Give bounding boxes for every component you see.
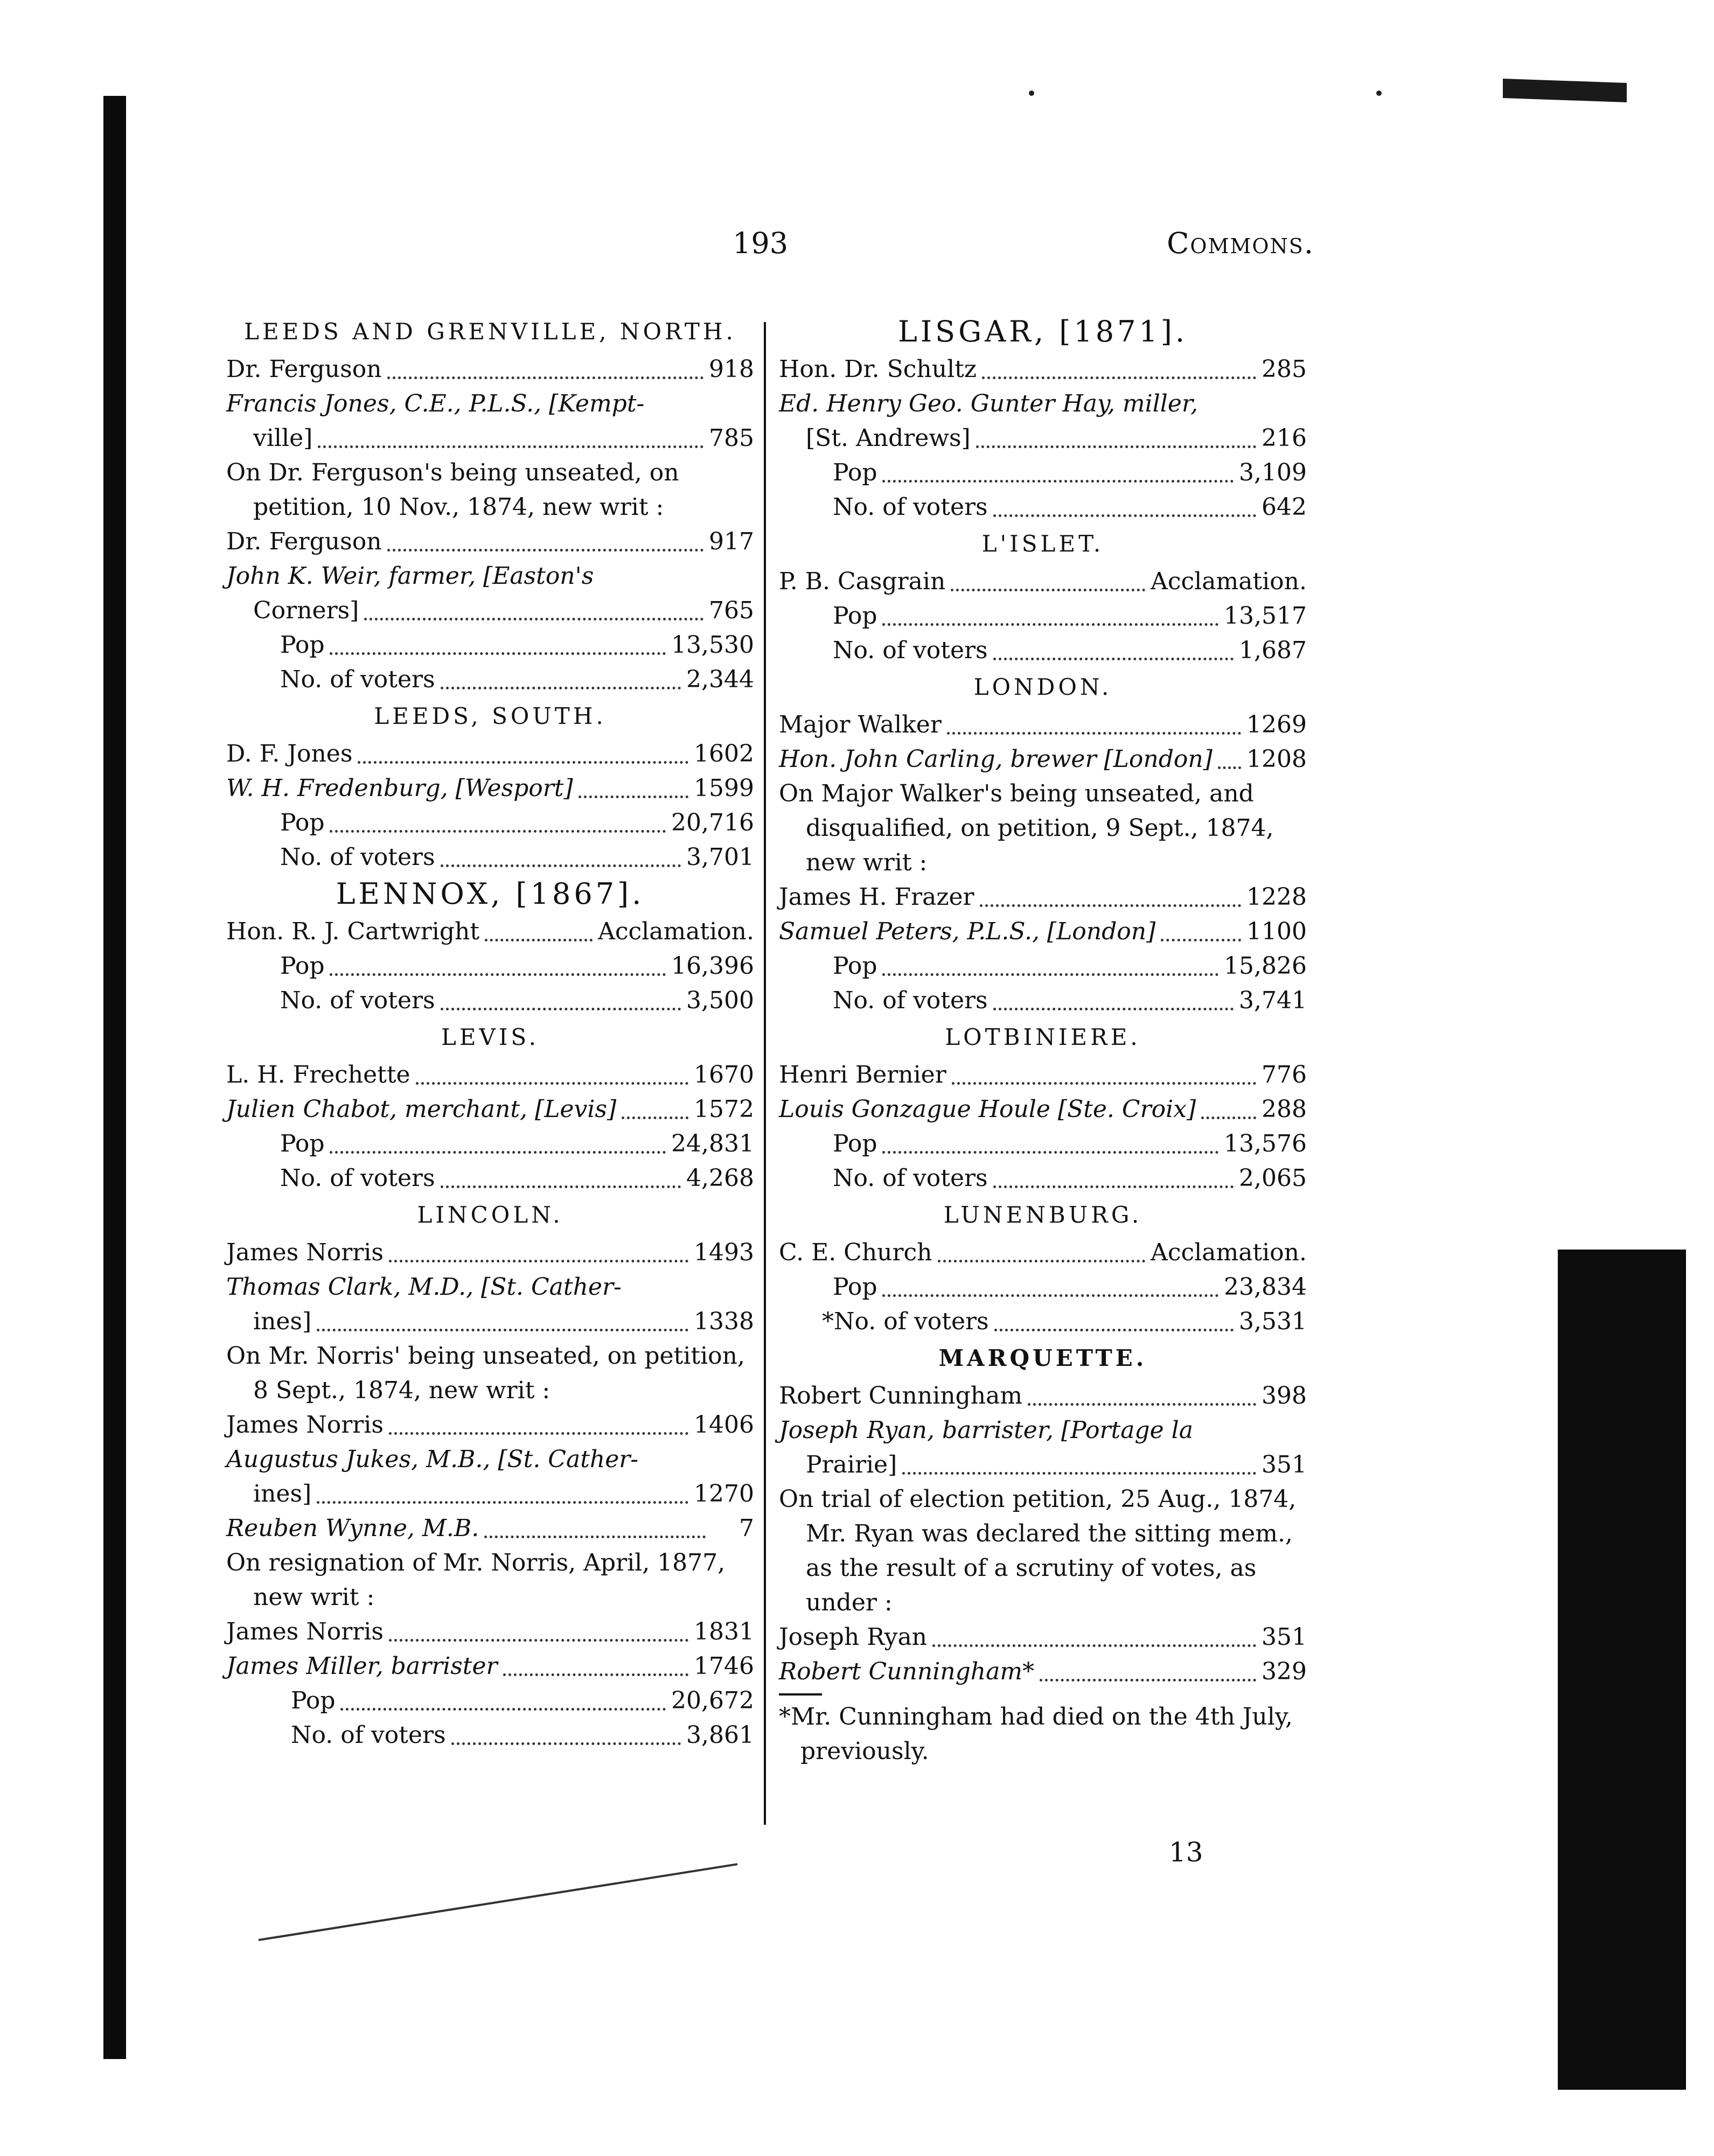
candidate-name: Julien Chabot, merchant, [Levis] (226, 1096, 617, 1123)
population-row (226, 806, 754, 840)
candidate-name: Hon. R. J. Cartwright (226, 918, 480, 945)
candidate-entry (226, 1270, 754, 1339)
population-value: 13,576 (1224, 1130, 1307, 1157)
voters-label: No. of voters (280, 666, 435, 693)
candidate-entry (226, 1058, 754, 1092)
vote-count: 351 (1262, 1623, 1307, 1651)
voters-label: No. of voters (833, 987, 988, 1014)
vote-count: 7 (739, 1515, 754, 1542)
vote-count: 1338 (694, 1308, 754, 1335)
leader-dots (317, 1501, 688, 1504)
candidate-name: James H. Frazer (779, 883, 974, 911)
leader-dots (441, 687, 681, 689)
leader-dots (982, 376, 1256, 379)
leader-dots (994, 1329, 1234, 1331)
candidate-name: Joseph Ryan, barrister, [Portage la (779, 1417, 1193, 1444)
leader-dots (882, 480, 1234, 483)
vote-count: 765 (709, 597, 754, 624)
scan-speck (1376, 90, 1382, 96)
election-note: On Major Walker's being unseated, and disqualified, on petition, 9 Sept., 1874, new writ : (779, 780, 1274, 876)
voters-value: 642 (1262, 493, 1307, 521)
leader-dots (1161, 939, 1241, 941)
vote-count: 1602 (694, 740, 754, 767)
leader-dots (318, 445, 703, 448)
candidate-name: Thomas Clark, M.D., [St. Cather- (226, 1273, 622, 1301)
scan-edge-left (103, 96, 126, 2059)
candidate-entry (779, 1058, 1307, 1092)
leader-dots (993, 658, 1234, 660)
voters-row (779, 633, 1307, 668)
leader-dots (441, 1008, 681, 1010)
leader-dots (579, 796, 688, 798)
population-row (779, 1127, 1307, 1161)
candidate-entry (779, 708, 1307, 742)
population-value: 16,396 (671, 952, 754, 980)
voters-label: No. of voters (280, 1164, 435, 1192)
leader-dots (387, 376, 703, 379)
population-label: Pop (280, 1130, 325, 1157)
leader-dots (317, 1329, 688, 1331)
voters-row (779, 1161, 1307, 1196)
vote-count: 917 (709, 528, 754, 555)
vote-count: 216 (1262, 424, 1307, 452)
candidate-entry (226, 1092, 754, 1127)
candidate-name: Ed. Henry Geo. Gunter Hay, miller, (779, 390, 1199, 417)
section-title: LEVIS. (441, 1024, 540, 1050)
candidate-entry (779, 387, 1307, 456)
leader-dots (980, 904, 1241, 907)
candidate-entry (779, 915, 1307, 949)
candidate-name-cont: Corners] (253, 597, 359, 624)
voters-label: No. of voters (833, 637, 988, 664)
voters-label: No. of voters (833, 493, 988, 521)
footnote: *Mr. Cunningham had died on the 4th July, previously. (779, 1703, 1293, 1765)
constituency-section (226, 315, 754, 697)
candidate-name: James Norris (226, 1618, 384, 1645)
leader-dots (952, 1082, 1256, 1085)
leader-dots (330, 830, 666, 833)
candidate-entry (226, 559, 754, 628)
candidate-name: James Norris (226, 1411, 384, 1439)
population-value: 15,826 (1224, 952, 1307, 980)
constituency-section (779, 1020, 1307, 1196)
population-row (226, 1684, 754, 1718)
leader-dots (951, 589, 1145, 591)
population-label: Pop (280, 631, 325, 659)
leader-dots (441, 864, 681, 867)
leader-dots (976, 445, 1256, 448)
voters-label: No. of voters (291, 1721, 446, 1749)
candidate-entry (779, 1379, 1307, 1413)
voters-value: 4,268 (686, 1164, 754, 1192)
leader-dots (330, 1151, 666, 1154)
candidate-entry (226, 1511, 754, 1546)
candidate-entry (226, 1649, 754, 1684)
voters-row (226, 840, 754, 875)
column-rule (764, 322, 766, 1825)
section-title: LEEDS, SOUTH. (374, 703, 607, 729)
candidate-name: Henri Bernier (779, 1061, 946, 1089)
vote-count: Acclamation. (1151, 1239, 1307, 1266)
voters-row (779, 983, 1307, 1018)
candidate-name: Dr. Ferguson (226, 528, 382, 555)
candidate-name: W. H. Fredenburg, [Wesport] (226, 775, 573, 802)
voters-value: 3,500 (686, 987, 754, 1014)
section-title: LISGAR, [1871]. (897, 315, 1188, 348)
leader-dots (1028, 1403, 1256, 1406)
candidate-name: P. B. Casgrain (779, 568, 946, 595)
section-title: LONDON. (973, 674, 1112, 700)
leader-dots (387, 549, 703, 552)
voters-value: 3,741 (1239, 987, 1307, 1014)
voters-row (226, 1718, 754, 1753)
leader-dots (389, 1260, 688, 1262)
population-row (779, 456, 1307, 490)
population-label: Pop (833, 952, 877, 980)
leader-dots (902, 1472, 1256, 1475)
page-header (205, 226, 1314, 275)
population-value: 23,834 (1224, 1273, 1307, 1301)
vote-count: 1228 (1246, 883, 1307, 911)
population-value: 13,530 (671, 631, 754, 659)
population-row (226, 1127, 754, 1161)
section-title: LINCOLN. (417, 1202, 563, 1228)
candidate-entry (226, 915, 754, 949)
scan-edge-right (1558, 1250, 1686, 2090)
election-note: On Mr. Norris' being unseated, on petition, 8 Sept., 1874, new writ : (226, 1342, 745, 1404)
candidate-name: L. H. Frechette (226, 1061, 410, 1089)
population-value: 20,716 (671, 809, 754, 836)
voters-row (226, 1161, 754, 1196)
running-head: Commons. (1167, 226, 1314, 260)
candidate-entry (226, 1442, 754, 1511)
leader-dots (938, 1260, 1146, 1262)
voters-label: No. of voters (280, 987, 435, 1014)
vote-count: Acclamation. (1151, 568, 1307, 595)
candidate-name: Robert Cunningham* (779, 1658, 1035, 1685)
vote-count: 1572 (694, 1096, 754, 1123)
vote-count: 285 (1262, 355, 1307, 383)
leader-dots (1201, 1117, 1256, 1119)
candidate-entry (226, 387, 754, 456)
leader-dots (484, 1536, 706, 1538)
candidate-entry (779, 1655, 1307, 1689)
population-label: Pop (833, 1130, 877, 1157)
election-note: On resignation of Mr. Norris, April, 1877, new writ : (226, 1549, 726, 1611)
voters-label: No. of voters (833, 1164, 988, 1192)
candidate-name: James Norris (226, 1239, 384, 1266)
vote-count: 1746 (694, 1652, 754, 1680)
population-value: 24,831 (671, 1130, 754, 1157)
sheet-number: 13 (1169, 1837, 1203, 1868)
scan-speck (1029, 90, 1034, 96)
voters-value: 3,701 (686, 843, 754, 871)
population-label: Pop (280, 952, 325, 980)
candidate-name: Augustus Jukes, M.B., [St. Cather- (226, 1446, 639, 1473)
candidate-name-cont: Prairie] (806, 1451, 897, 1478)
election-note: On trial of election petition, 25 Aug., 1874, Mr. Ryan was declared the sitting mem., as the result of a scrutiny of votes, as under : (779, 1485, 1297, 1616)
candidate-name: Reuben Wynne, M.B. (226, 1515, 479, 1542)
pen-stroke (259, 1863, 738, 1941)
leader-dots (389, 1639, 688, 1642)
voters-value: 2,344 (686, 666, 754, 693)
vote-count: 1269 (1246, 711, 1307, 738)
candidate-entry (779, 1413, 1307, 1482)
candidate-entry (226, 1615, 754, 1649)
leader-dots (993, 514, 1256, 517)
vote-count: 398 (1262, 1382, 1307, 1410)
candidate-entry (226, 771, 754, 806)
voters-label: No. of voters (280, 843, 435, 871)
constituency-section (226, 699, 754, 875)
population-row (779, 599, 1307, 633)
section-title: L'ISLET. (981, 531, 1104, 557)
candidate-name: Dr. Ferguson (226, 355, 382, 383)
population-row (226, 949, 754, 983)
vote-count: 1208 (1246, 745, 1307, 773)
leader-dots (882, 973, 1218, 976)
voters-row (779, 1304, 1307, 1339)
vote-count: 785 (709, 424, 754, 452)
population-value: 13,517 (1224, 602, 1307, 630)
candidate-name: Francis Jones, C.E., P.L.S., [Kempt- (226, 390, 645, 417)
leader-dots (389, 1432, 688, 1435)
leader-dots (993, 1008, 1234, 1010)
constituency-section (779, 315, 1307, 525)
leader-dots (485, 939, 593, 941)
vote-count: 1270 (694, 1480, 754, 1508)
right-column (779, 312, 1307, 1769)
candidate-name: Hon. John Carling, brewer [London] (779, 745, 1213, 773)
leader-dots (330, 652, 666, 655)
candidate-entry (779, 564, 1307, 599)
candidate-name-cont: ville] (253, 424, 313, 452)
vote-count: 1599 (694, 775, 754, 802)
candidate-entry (779, 1092, 1307, 1127)
leader-dots (358, 761, 688, 764)
vote-count: 329 (1262, 1658, 1307, 1685)
constituency-section (779, 1341, 1307, 1769)
section-title: LUNENBURG. (943, 1202, 1142, 1228)
candidate-entry (226, 352, 754, 387)
population-label: Pop (833, 459, 877, 486)
candidate-name: Louis Gonzague Houle [Ste. Croix] (779, 1096, 1196, 1123)
candidate-name: Joseph Ryan (779, 1623, 928, 1651)
leader-dots (932, 1644, 1256, 1647)
population-label: Pop (291, 1687, 336, 1714)
population-label: Pop (833, 602, 877, 630)
vote-count: 1670 (694, 1061, 754, 1089)
voters-label: *No. of voters (822, 1308, 989, 1335)
election-note: On Dr. Ferguson's being unseated, on petition, 10 Nov., 1874, new writ : (226, 459, 679, 521)
voters-row (226, 983, 754, 1018)
population-label: Pop (833, 1273, 877, 1301)
section-title: LEEDS AND GRENVILLE, NORTH. (244, 318, 736, 345)
leader-dots (441, 1185, 681, 1188)
voters-value: 3,531 (1239, 1308, 1307, 1335)
footnote-rule (779, 1693, 822, 1696)
voters-value: 1,687 (1239, 637, 1307, 664)
vote-count: 1831 (694, 1618, 754, 1645)
scan-mark (1503, 79, 1627, 102)
candidate-entry (779, 352, 1307, 387)
candidate-entry (779, 742, 1307, 777)
candidate-entry (779, 880, 1307, 915)
vote-count: 776 (1262, 1061, 1307, 1089)
constituency-section (226, 1198, 754, 1753)
left-column (226, 312, 754, 1753)
voters-row (779, 490, 1307, 525)
leader-dots (503, 1673, 688, 1676)
leader-dots (882, 1151, 1218, 1154)
page-number: 193 (733, 226, 789, 260)
leader-dots (416, 1082, 688, 1085)
population-value: 20,672 (671, 1687, 754, 1714)
constituency-section (779, 670, 1307, 1018)
candidate-name-cont: ines] (253, 1480, 312, 1508)
candidate-name: James Miller, barrister (226, 1652, 498, 1680)
candidate-entry (226, 1408, 754, 1442)
population-row (779, 949, 1307, 983)
leader-dots (993, 1185, 1234, 1188)
constituency-section (779, 1198, 1307, 1339)
candidate-entry (226, 737, 754, 771)
section-title: MARQUETTE. (938, 1345, 1147, 1371)
vote-count: 288 (1262, 1096, 1307, 1123)
candidate-entry (779, 1620, 1307, 1655)
leader-dots (947, 732, 1241, 735)
voters-value: 3,861 (686, 1721, 754, 1749)
section-title: LENNOX, [1867]. (336, 877, 645, 911)
vote-count: 1100 (1246, 918, 1307, 945)
candidate-name: Hon. Dr. Schultz (779, 355, 977, 383)
constituency-section (226, 877, 754, 1018)
candidate-name: Robert Cunningham (779, 1382, 1023, 1410)
candidate-entry (226, 1236, 754, 1270)
constituency-section (779, 527, 1307, 668)
leader-dots (451, 1742, 681, 1745)
population-value: 3,109 (1239, 459, 1307, 486)
population-row (226, 628, 754, 662)
constituency-section (226, 1020, 754, 1196)
vote-count: 918 (709, 355, 754, 383)
section-title: LOTBINIERE. (945, 1024, 1141, 1050)
leader-dots (1040, 1679, 1256, 1681)
voters-row (226, 662, 754, 697)
candidate-name-cont: ines] (253, 1308, 312, 1335)
candidate-entry (779, 1236, 1307, 1270)
population-label: Pop (280, 809, 325, 836)
candidate-name: C. E. Church (779, 1239, 932, 1266)
candidate-name: John K. Weir, farmer, [Easton's (226, 562, 594, 590)
leader-dots (1218, 766, 1241, 769)
vote-count: Acclamation. (598, 918, 754, 945)
leader-dots (364, 618, 703, 620)
candidate-name: Major Walker (779, 711, 942, 738)
candidate-name: D. F. Jones (226, 740, 353, 767)
candidate-name: Samuel Peters, P.L.S., [London] (779, 918, 1156, 945)
voters-value: 2,065 (1239, 1164, 1307, 1192)
population-row (779, 1270, 1307, 1304)
leader-dots (882, 1294, 1218, 1297)
vote-count: 1493 (694, 1239, 754, 1266)
leader-dots (340, 1708, 666, 1711)
vote-count: 1406 (694, 1411, 754, 1439)
leader-dots (622, 1117, 688, 1119)
leader-dots (330, 973, 666, 976)
vote-count: 351 (1262, 1451, 1307, 1478)
leader-dots (882, 623, 1218, 626)
candidate-entry (226, 525, 754, 559)
candidate-name-cont: [St. Andrews] (806, 424, 971, 452)
